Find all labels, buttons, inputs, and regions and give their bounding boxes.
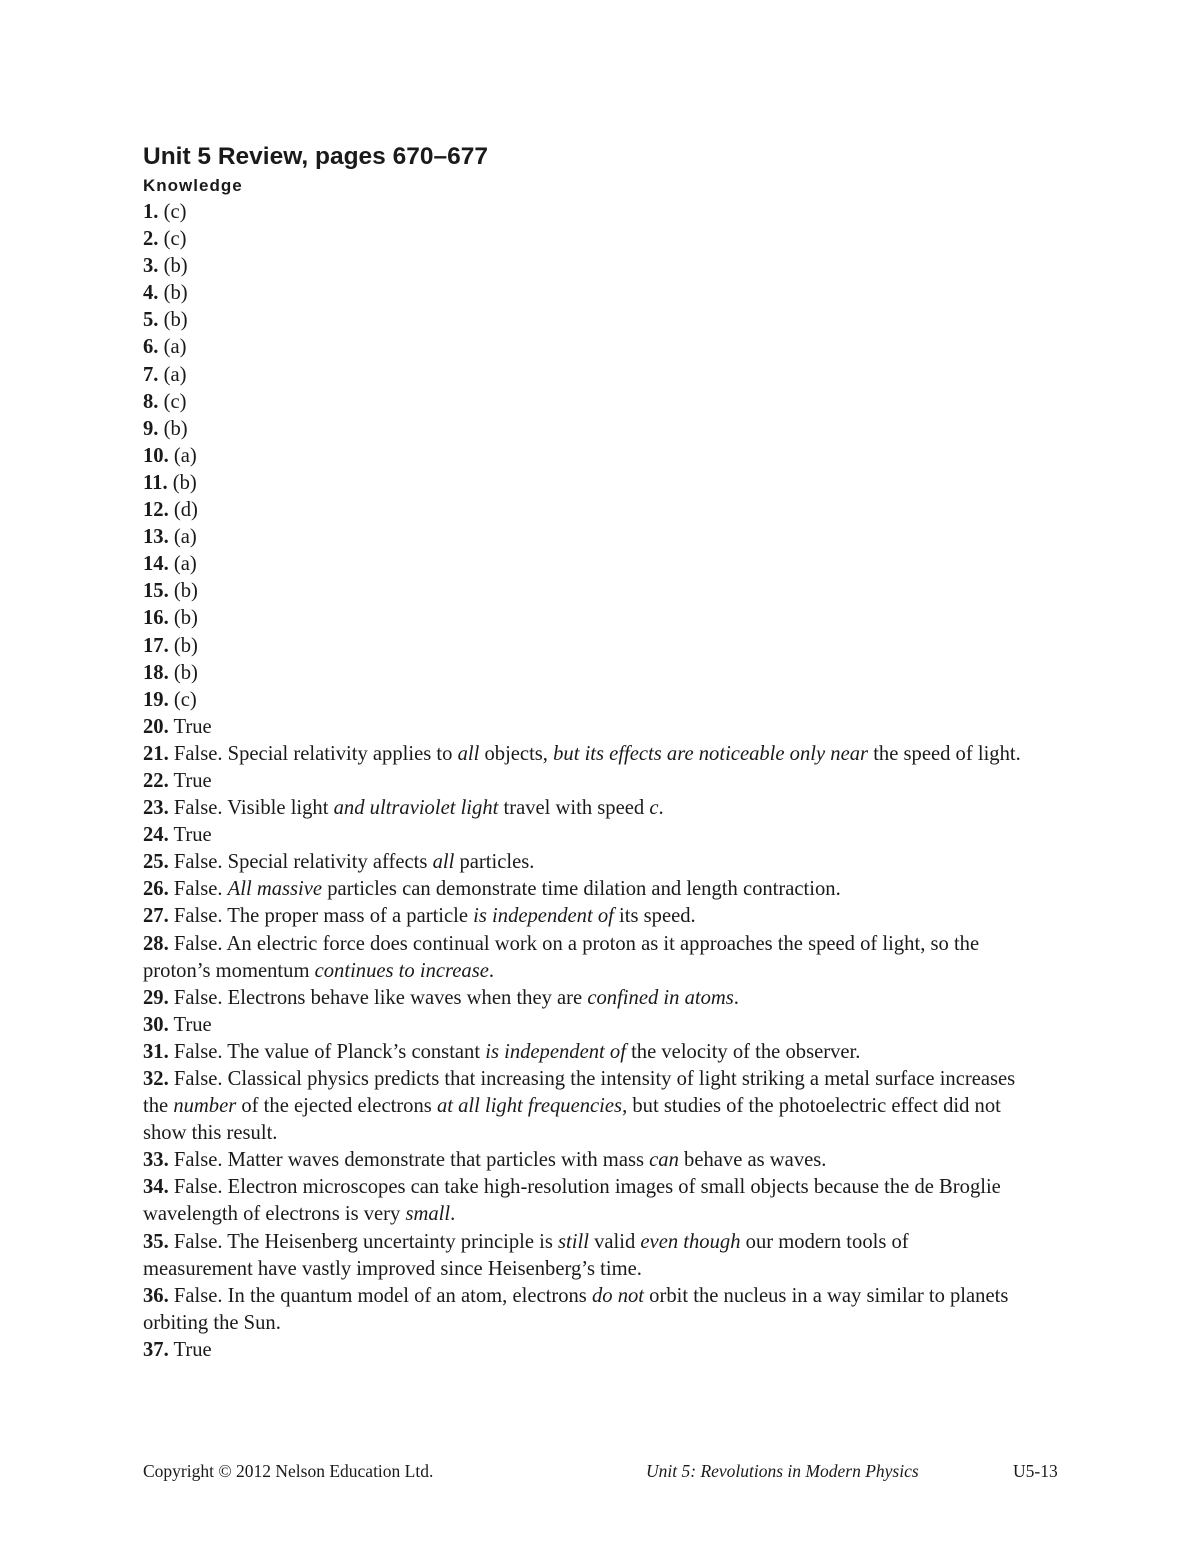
answer-emphasis: at all light frequencies <box>436 1095 623 1118</box>
answer-text: the speed of light. <box>868 742 1021 765</box>
answer-item <box>143 605 1023 632</box>
answer-item <box>143 660 1023 687</box>
answer-text: (a) <box>168 553 197 576</box>
answer-text: . <box>488 959 495 982</box>
answer-item <box>143 307 1023 334</box>
answer-item <box>143 1147 1023 1174</box>
answer-emphasis: all <box>457 742 480 765</box>
answer-emphasis: do not <box>591 1284 645 1307</box>
answer-list <box>143 199 1023 1364</box>
answer-item <box>143 497 1023 524</box>
answer-item <box>143 931 1023 985</box>
answer-item <box>143 524 1023 551</box>
answer-text: travel with speed <box>498 797 650 820</box>
answer-text: (a) <box>168 444 197 467</box>
answer-number: 7. <box>143 363 159 386</box>
page-footer <box>143 1461 1063 1485</box>
answer-number: 15. <box>143 580 169 603</box>
answer-text: our modern tools of measurement have vastly improved since Heisenberg’s time. <box>143 1230 909 1280</box>
answer-item <box>143 1066 1023 1147</box>
answer-item <box>143 334 1023 361</box>
answer-item <box>143 903 1023 930</box>
answer-number: 12. <box>143 499 169 522</box>
answer-item <box>143 226 1023 253</box>
answer-number: 34. <box>143 1176 169 1199</box>
answer-number: 4. <box>143 282 159 305</box>
section-heading: Knowledge <box>143 176 243 195</box>
answer-item <box>143 1229 1023 1283</box>
answer-text: False. Special relativity applies to <box>168 742 458 765</box>
answer-number: 23. <box>143 797 169 820</box>
answer-item <box>143 253 1023 280</box>
answer-emphasis: c <box>649 797 659 820</box>
answer-number: 22. <box>143 769 169 792</box>
answer-text: True <box>168 769 212 792</box>
answer-item <box>143 389 1023 416</box>
answer-item <box>143 795 1023 822</box>
answer-text: . <box>450 1203 456 1226</box>
answer-text: (c) <box>158 201 187 223</box>
answer-emphasis: continues to increase <box>314 959 489 982</box>
answer-number: 37. <box>143 1338 169 1361</box>
answer-text: False. Classical physics predicts that increasing the intensity of light striking a metal surface increases the <box>143 1068 1016 1118</box>
footer-page-number: U5-13 <box>1013 1461 1058 1481</box>
answer-number: 33. <box>143 1149 169 1172</box>
answer-item <box>143 1337 1023 1364</box>
answer-number: 31. <box>143 1040 169 1063</box>
answer-item <box>143 714 1023 741</box>
answer-number: 35. <box>143 1230 169 1253</box>
answer-item <box>143 551 1023 578</box>
answer-text: (b) <box>168 607 198 630</box>
answer-emphasis: is independent of <box>485 1040 626 1063</box>
answer-item <box>143 1283 1023 1337</box>
answer-text: (b) <box>168 661 198 684</box>
answer-number: 13. <box>143 526 169 549</box>
answer-number: 26. <box>143 878 169 901</box>
answer-text: its speed. <box>613 905 696 928</box>
answer-text: True <box>168 715 212 738</box>
answer-emphasis: but its effects are noticeable only near <box>553 742 869 765</box>
answer-text: False. Matter waves demonstrate that particles with mass <box>168 1149 650 1172</box>
answer-number: 29. <box>143 986 169 1009</box>
answer-number: 28. <box>143 932 169 955</box>
answer-number: 5. <box>143 309 159 332</box>
answer-number: 20. <box>143 715 169 738</box>
answer-text: False. The Heisenberg uncertainty principle is <box>168 1230 559 1253</box>
answer-number: 1. <box>143 201 159 223</box>
answer-item <box>143 416 1023 443</box>
answer-item <box>143 1039 1023 1066</box>
answer-item <box>143 687 1023 714</box>
answer-emphasis: and ultraviolet light <box>333 797 499 820</box>
answer-text: (b) <box>168 634 198 657</box>
footer-unit-title: Unit 5: Revolutions in Modern Physics <box>646 1461 919 1481</box>
answer-emphasis: number <box>173 1095 237 1118</box>
answer-text: False. The proper mass of a particle <box>168 905 474 928</box>
answer-text: . <box>733 986 739 1009</box>
answer-number: 16. <box>143 607 169 630</box>
answer-text: behave as waves. <box>678 1149 827 1172</box>
answer-emphasis: All massive <box>227 878 323 901</box>
answer-emphasis: small <box>405 1203 451 1226</box>
answer-number: 2. <box>143 228 159 251</box>
answer-text: False. The value of Planck’s constant <box>168 1040 486 1063</box>
answer-number: 25. <box>143 851 169 874</box>
answer-item <box>143 985 1023 1012</box>
answer-text: , but studies of the photoelectric effect did not show this result. <box>143 1095 1001 1145</box>
answer-item <box>143 876 1023 903</box>
answer-text: particles. <box>454 851 535 874</box>
answer-number: 14. <box>143 553 169 576</box>
answer-text: (b) <box>158 309 188 332</box>
answer-item <box>143 822 1023 849</box>
answer-text: (b) <box>167 471 197 494</box>
answer-text: . <box>658 797 664 820</box>
answer-number: 21. <box>143 742 169 765</box>
answer-emphasis: even though <box>640 1230 741 1253</box>
answer-number: 19. <box>143 688 169 711</box>
answer-text: the velocity of the observer. <box>625 1040 861 1063</box>
answer-text: (c) <box>158 228 187 251</box>
answer-number: 27. <box>143 905 169 928</box>
answer-item <box>143 1012 1023 1039</box>
answer-text: (b) <box>158 255 188 278</box>
answer-text: False. Special relativity affects <box>168 851 433 874</box>
answer-item <box>143 362 1023 389</box>
answer-item <box>143 578 1023 605</box>
answer-text: False. Visible light <box>168 797 334 820</box>
answer-item <box>143 849 1023 876</box>
answer-text: particles can demonstrate time dilation and length contraction. <box>322 878 841 901</box>
answer-text: of the ejected electrons <box>236 1095 437 1118</box>
answer-item <box>143 741 1023 768</box>
answer-number: 11. <box>143 471 168 494</box>
answer-text: False. In the quantum model of an atom, electrons <box>168 1284 592 1307</box>
answer-emphasis: confined in atoms <box>587 986 734 1009</box>
answer-emphasis: all <box>432 851 455 874</box>
answer-text: True <box>168 824 212 847</box>
footer-copyright: Copyright © 2012 Nelson Education Ltd. <box>143 1461 434 1481</box>
answer-number: 17. <box>143 634 169 657</box>
answer-text: False. Electron microscopes can take high-resolution images of small objects because the de Broglie wavelength of electrons is very <box>143 1176 1001 1226</box>
answer-number: 32. <box>143 1068 169 1090</box>
answer-text: False. Electrons behave like waves when they are <box>168 986 588 1009</box>
answer-number: 8. <box>143 390 159 413</box>
answer-text: (b) <box>168 580 198 603</box>
answer-text: False. <box>168 878 228 901</box>
answer-item <box>143 199 1023 226</box>
answer-text: orbit the nucleus in a way similar to planets orbiting the Sun. <box>143 1284 1009 1334</box>
answer-text: valid <box>588 1230 641 1253</box>
answer-number: 6. <box>143 336 159 359</box>
answer-item <box>143 470 1023 497</box>
answer-text: (a) <box>158 336 187 359</box>
answer-text: (d) <box>168 499 198 522</box>
answer-text: (c) <box>158 390 187 413</box>
answer-item <box>143 1174 1023 1228</box>
answer-item <box>143 280 1023 307</box>
document-page <box>143 140 1023 1364</box>
answer-number: 36. <box>143 1284 169 1307</box>
answer-text: (b) <box>158 417 188 440</box>
answer-emphasis: is independent of <box>473 905 614 928</box>
answer-item <box>143 443 1023 470</box>
answer-number: 24. <box>143 824 169 847</box>
answer-emphasis: still <box>558 1230 589 1253</box>
answer-number: 10. <box>143 444 169 467</box>
answer-item <box>143 768 1023 795</box>
answer-text: (b) <box>158 282 188 305</box>
answer-text: objects, <box>479 742 554 765</box>
page-title: Unit 5 Review, pages 670–677 <box>143 143 488 170</box>
answer-text: (a) <box>158 363 187 386</box>
answer-text: True <box>168 1338 212 1361</box>
answer-emphasis: can <box>649 1149 679 1172</box>
answer-text: True <box>168 1013 212 1036</box>
answer-number: 3. <box>143 255 159 278</box>
answer-text: (c) <box>168 688 197 711</box>
answer-number: 30. <box>143 1013 169 1036</box>
answer-item <box>143 633 1023 660</box>
answer-text: (a) <box>168 526 197 549</box>
answer-number: 18. <box>143 661 169 684</box>
answer-text: False. An electric force does continual work on a proton as it approaches the speed of light, so the proton’s momentum <box>143 932 980 982</box>
answer-number: 9. <box>143 417 159 440</box>
